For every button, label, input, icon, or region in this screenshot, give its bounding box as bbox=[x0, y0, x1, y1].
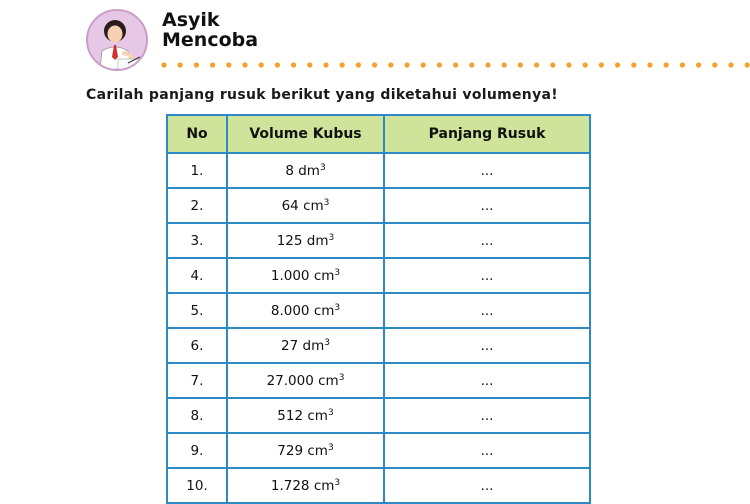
row-number: 5. bbox=[167, 293, 227, 328]
volume-value: 27 bbox=[281, 337, 299, 354]
volume-unit: dm bbox=[302, 337, 325, 354]
table-header-row bbox=[167, 115, 590, 153]
edge-length-cell: ... bbox=[384, 328, 590, 363]
divider-dot bbox=[161, 62, 166, 67]
divider-dot bbox=[550, 62, 555, 67]
divider-dot bbox=[615, 62, 620, 67]
volume-unit: cm bbox=[303, 197, 324, 214]
table-row bbox=[167, 328, 590, 363]
unit-exponent: 3 bbox=[327, 407, 334, 418]
divider-dot bbox=[712, 62, 717, 67]
row-number: 4. bbox=[167, 258, 227, 293]
section-heading bbox=[162, 10, 258, 50]
divider-dot bbox=[226, 62, 231, 67]
divider-dot bbox=[178, 62, 183, 67]
volume-unit: cm bbox=[307, 407, 328, 424]
unit-exponent: 3 bbox=[338, 372, 345, 383]
volume-value: 27.000 bbox=[266, 372, 314, 389]
volume-value: 125 bbox=[276, 232, 303, 249]
col-header-volume: Volume Kubus bbox=[227, 115, 384, 153]
volume-unit: cm bbox=[313, 267, 335, 284]
divider-dot bbox=[680, 62, 685, 67]
edge-length-cell: ... bbox=[384, 293, 590, 328]
volume-value: 1.000 bbox=[270, 267, 310, 284]
unit-exponent: 3 bbox=[334, 477, 341, 488]
unit-exponent: 3 bbox=[324, 337, 330, 348]
divider-dot bbox=[259, 62, 264, 67]
unit-exponent: 3 bbox=[328, 232, 335, 243]
divider-dot bbox=[388, 62, 393, 67]
edge-length-cell: ... bbox=[384, 398, 590, 433]
table-row bbox=[167, 293, 590, 328]
divider-dot bbox=[566, 62, 571, 67]
edge-length-cell: ... bbox=[384, 153, 590, 188]
col-header-edge: Panjang Rusuk bbox=[384, 115, 590, 153]
row-number: 10. bbox=[167, 468, 227, 503]
divider-dot bbox=[323, 62, 328, 67]
divider-dot bbox=[194, 62, 199, 67]
volume-cell bbox=[227, 188, 384, 223]
divider-dot bbox=[421, 62, 426, 67]
row-number: 6. bbox=[167, 328, 227, 363]
divider-dot bbox=[453, 62, 458, 67]
volume-value: 729 bbox=[277, 442, 304, 459]
unit-exponent: 3 bbox=[327, 442, 334, 453]
edge-length-cell: ... bbox=[384, 363, 590, 398]
volume-unit: cm bbox=[313, 477, 335, 494]
divider-dot bbox=[485, 62, 490, 67]
table-row bbox=[167, 258, 590, 293]
volume-cell bbox=[227, 293, 384, 328]
divider-dot bbox=[647, 62, 652, 67]
volume-unit: dm bbox=[298, 162, 320, 179]
row-number: 9. bbox=[167, 433, 227, 468]
volume-cell bbox=[227, 363, 384, 398]
divider-dot bbox=[340, 62, 345, 67]
divider-dot bbox=[583, 62, 588, 67]
table-row bbox=[167, 363, 590, 398]
volume-table bbox=[166, 114, 591, 504]
edge-length-cell: ... bbox=[384, 433, 590, 468]
unit-exponent: 3 bbox=[334, 302, 341, 313]
volume-unit: cm bbox=[307, 442, 328, 459]
volume-value: 8 bbox=[285, 162, 294, 179]
divider-dot bbox=[518, 62, 523, 67]
divider-dot bbox=[469, 62, 474, 67]
heading-line-1: Asyik bbox=[162, 9, 220, 31]
table-row bbox=[167, 223, 590, 258]
unit-exponent: 3 bbox=[319, 162, 326, 173]
heading-line-2: Mencoba bbox=[162, 29, 259, 51]
col-header-no: No bbox=[167, 115, 227, 153]
edge-length-cell: ... bbox=[384, 258, 590, 293]
row-number: 3. bbox=[167, 223, 227, 258]
volume-value: 512 bbox=[277, 407, 304, 424]
divider-dot bbox=[664, 62, 669, 67]
volume-cell bbox=[227, 433, 384, 468]
student-writing-icon bbox=[86, 9, 148, 71]
row-number: 7. bbox=[167, 363, 227, 398]
divider-dot bbox=[437, 62, 442, 67]
volume-unit: cm bbox=[313, 302, 335, 319]
volume-value: 1.728 bbox=[270, 477, 310, 494]
instruction-text: Carilah panjang rusuk berikut yang diketahui volumenya! bbox=[86, 87, 558, 103]
volume-value: 64 bbox=[281, 197, 299, 214]
volume-unit: cm bbox=[318, 372, 339, 389]
edge-length-cell: ... bbox=[384, 223, 590, 258]
divider-dot bbox=[275, 62, 280, 67]
table-row bbox=[167, 468, 590, 503]
table-row bbox=[167, 398, 590, 433]
unit-exponent: 3 bbox=[323, 197, 330, 208]
table-row bbox=[167, 188, 590, 223]
divider-dot bbox=[242, 62, 247, 67]
table-row bbox=[167, 153, 590, 188]
volume-cell bbox=[227, 328, 384, 363]
divider-dot bbox=[356, 62, 361, 67]
volume-cell bbox=[227, 153, 384, 188]
divider-dot bbox=[534, 62, 539, 67]
divider-dot bbox=[631, 62, 636, 67]
divider-dot bbox=[404, 62, 409, 67]
edge-length-cell: ... bbox=[384, 468, 590, 503]
row-number: 8. bbox=[167, 398, 227, 433]
divider-dot bbox=[502, 62, 507, 67]
divider-dot bbox=[291, 62, 296, 67]
divider-dot bbox=[599, 62, 604, 67]
volume-cell bbox=[227, 258, 384, 293]
divider-dot bbox=[728, 62, 733, 67]
row-number: 1. bbox=[167, 153, 227, 188]
dotted-divider bbox=[156, 60, 750, 70]
divider-dot bbox=[696, 62, 701, 67]
unit-exponent: 3 bbox=[334, 267, 341, 278]
volume-unit: dm bbox=[306, 232, 329, 249]
divider-dot bbox=[210, 62, 215, 67]
divider-dot bbox=[307, 62, 312, 67]
table-row bbox=[167, 433, 590, 468]
edge-length-cell: ... bbox=[384, 188, 590, 223]
volume-cell bbox=[227, 398, 384, 433]
row-number: 2. bbox=[167, 188, 227, 223]
divider-dot bbox=[372, 62, 377, 67]
volume-value: 8.000 bbox=[270, 302, 310, 319]
volume-cell bbox=[227, 468, 384, 503]
divider-dot bbox=[745, 62, 750, 67]
volume-cell bbox=[227, 223, 384, 258]
